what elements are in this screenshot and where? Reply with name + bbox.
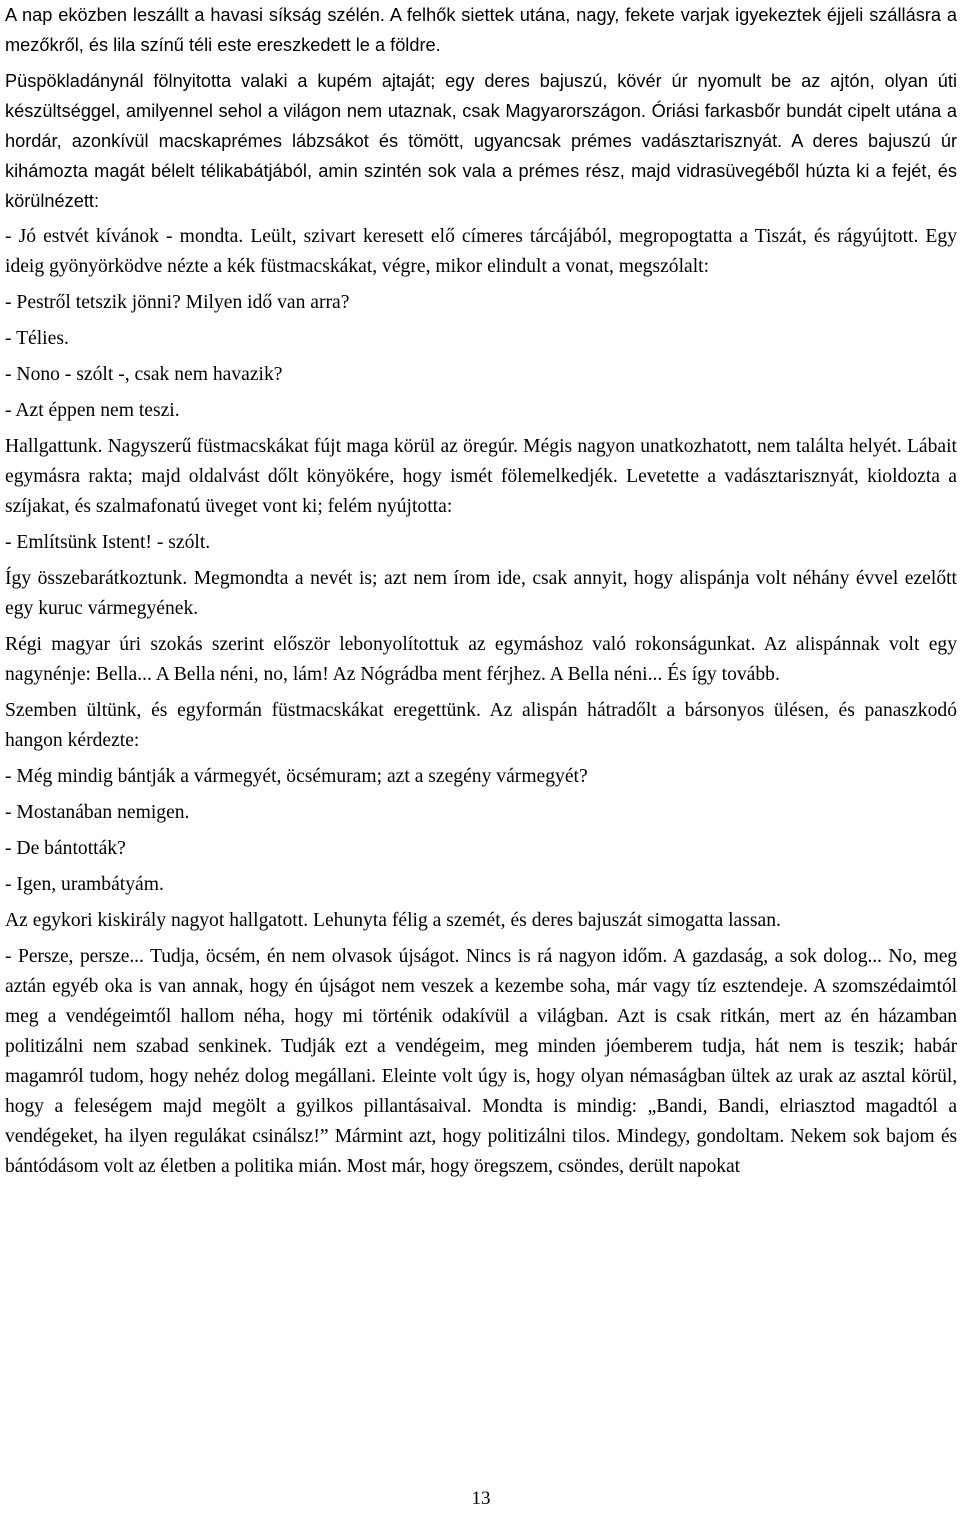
- page-number: 13: [471, 1488, 491, 1509]
- paragraph: Püspökladánynál fölnyitotta valaki a kupém ajtaját; egy deres bajuszú, kövér úr nyomult be az ajtón, olyan úti készültséggel, amilyennel sehol a világon nem utaznak, csak Magyarországon. Óriási farkasbőr bundát cipelt utána a hordár, azonkívül macskaprémes lábzsákot és tömött, ugyancsak prémes vadásztarisznyát. A deres bajuszú úr kihámozta magát bélelt télikabátjából, amin szintén sok vala a prémes rész, majd vidrasüvegéből húzta ki a fejét, és körülnézett:: [5, 71, 957, 211]
- paragraph: Hallgattunk. Nagyszerű füstmacskákat fújt maga körül az öregúr. Mégis nagyon unatkozhatott, nem találta helyét. Lábait egymásra rakta; majd oldalvást dőlt könyökére, hogy ismét fölemelkedjék. Levetette a vadásztarisznyát, kioldozta a szíjakat, és szalmafonatú üveget vont ki; felém nyújtotta:: [5, 436, 957, 517]
- paragraph: - Persze, persze... Tudja, öcsém, én nem olvasok újságot. Nincs is rá nagyon időm. A gazdaság, a sok dolog... No, meg aztán egyéb oka is van annak, hogy én újságot nem veszek a kezembe soha, már vagy tíz esztendeje. A szomszédaimtól meg a vendégeimtől hallom néha, hogy mi történik odakívül a világban. Azt is csak ritkán, mert az én házamban politizálni nem szabad senkinek. Tudják ezt a vendégeim, meg minden jóemberem tudja, hát nem is teszik; habár magamról tudom, hogy nehéz dolog megállani. Eleinte volt úgy is, hogy olyan némaságban ültek az urak az asztal körül, hogy a feleségem majd megölt a gyilkos pillantásaival. Mondta is mindig: „Bandi, Bandi, elriasztod magadtól a vendégeket, ha ilyen regulákat csinálsz!” Mármint azt, hogy politizálni tilos. Mindegy, gondoltam. Nekem sok bajom és bántódásom volt az életben a politika mián. Most már, hogy öregszem, csöndes, derült napokat: [5, 946, 957, 1177]
- paragraph: - De bántották?: [5, 838, 126, 859]
- paragraph: - Azt éppen nem teszi.: [5, 400, 180, 421]
- paragraph: - Igen, urambátyám.: [5, 874, 164, 895]
- paragraph: - Pestről tetszik jönni? Milyen idő van arra?: [5, 292, 350, 313]
- paragraph: A nap eközben leszállt a havasi síkság szélén. A felhők siettek utána, nagy, fekete varjak igyekeztek éjjeli szállásra a mezőkről, és lila színű téli este ereszkedett le a földre.: [5, 5, 957, 55]
- paragraph: Az egykori kiskirály nagyot hallgatott. Lehunyta félig a szemét, és deres bajuszát simogatta lassan.: [5, 910, 781, 931]
- paragraph: - Nono - szólt -, csak nem havazik?: [5, 364, 283, 385]
- paragraph: - Még mindig bántják a vármegyét, öcsémuram; azt a szegény vármegyét?: [5, 766, 588, 787]
- paragraph: - Említsünk Istent! - szólt.: [5, 532, 211, 553]
- body-text: [5, 0, 957, 1188]
- paragraph: - Jó estvét kívánok - mondta. Leült, szivart keresett elő címeres tárcájából, megropogtatta a Tiszát, és rágyújtott. Egy ideig gyönyörködve nézte a kék füstmacskákat, végre, mikor elindult a vonat, megszólalt:: [5, 226, 957, 277]
- paragraph: Szemben ültünk, és egyformán füstmacskákat eregettünk. Az alispán hátradőlt a bársonyos ülésen, és panaszkodó hangon kérdezte:: [5, 700, 957, 751]
- paragraph: - Télies.: [5, 328, 69, 349]
- paragraph: - Mostanában nemigen.: [5, 802, 190, 823]
- paragraph: Így összebarátkoztunk. Megmondta a nevét is; azt nem írom ide, csak annyit, hogy alispánja volt néhány évvel ezelőtt egy kuruc vármegyének.: [5, 568, 957, 619]
- document-page: [5, 0, 957, 1525]
- paragraph: Régi magyar úri szokás szerint először lebonyolítottuk az egymáshoz való rokonságunkat. Az alispánnak volt egy nagynénje: Bella... A Bella néni, no, lám! Az Nógrádba ment férjhez. A Bella néni... És így tovább.: [5, 634, 957, 685]
